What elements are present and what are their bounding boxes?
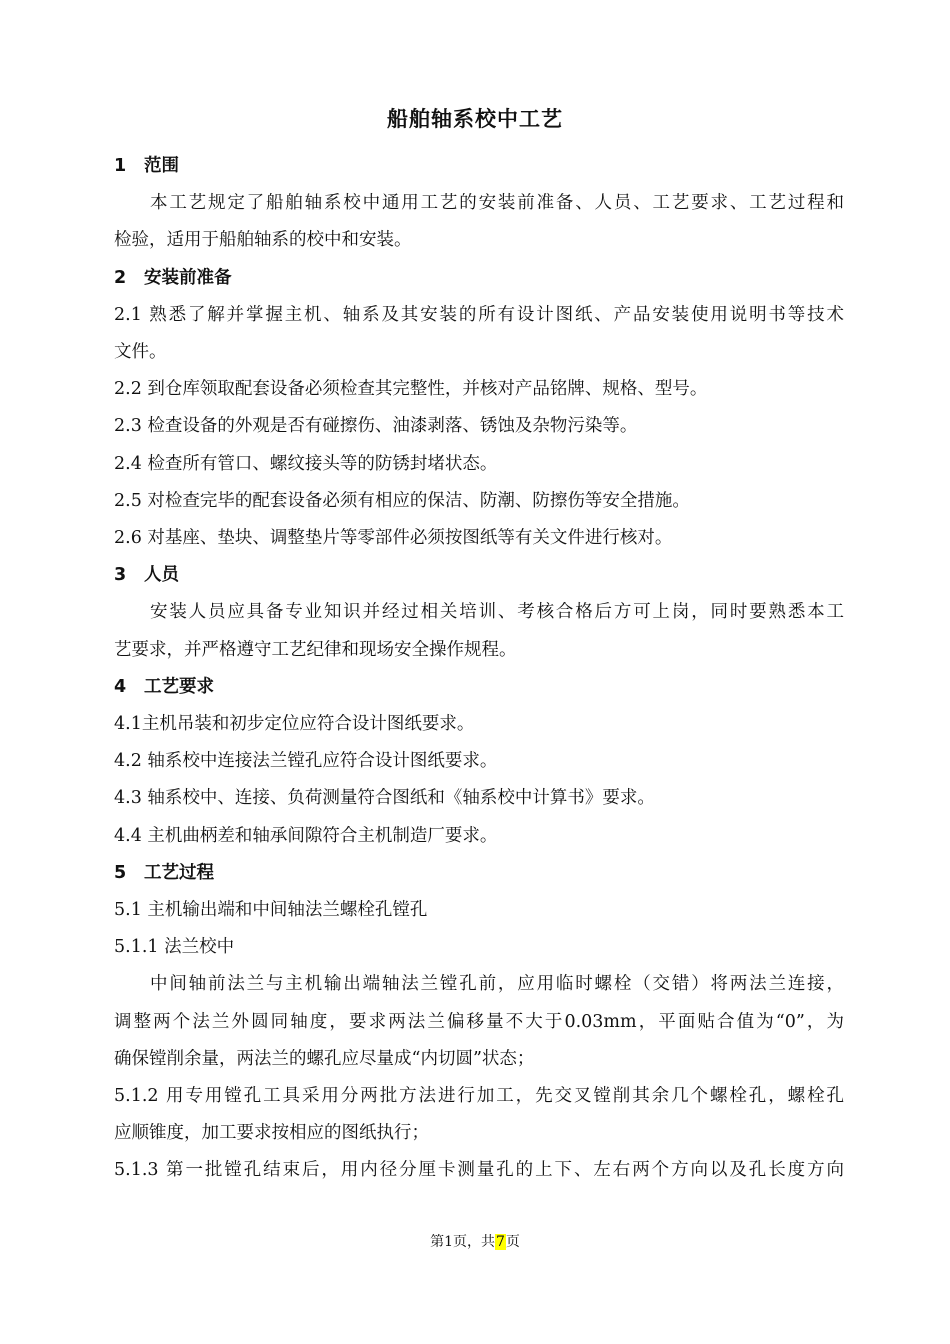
section-heading: [114, 562, 844, 588]
page-footer: [0, 1230, 950, 1254]
section-number: 5: [114, 862, 127, 883]
section-heading: [114, 860, 844, 886]
paragraph-line: 2.1 熟悉了解并掌握主机、轴系及其安装的所有设计图纸、产品安装使用说明书等技术: [114, 304, 844, 325]
paragraph-line: 中间轴前法兰与主机输出端轴法兰镗孔前，应用临时螺栓（交错）将两法兰连接，: [150, 974, 844, 995]
section-number: 4: [114, 676, 127, 697]
section-title: 安装前准备: [144, 267, 232, 288]
paragraph-line: 检验，适用于船舶轴系的校中和安装。: [114, 230, 412, 251]
paragraph-line: 2.6 对基座、垫块、调整垫片等零部件必须按图纸等有关文件进行核对。: [114, 528, 673, 548]
section-title: 工艺要求: [144, 676, 214, 697]
paragraph-line: 5.1.1 法兰校中: [114, 937, 235, 958]
footer-total-pages: 7: [496, 1234, 505, 1250]
paragraph-line: 4.1主机吊装和初步定位应符合设计图纸要求。: [114, 714, 475, 734]
section-title: 人员: [144, 565, 179, 586]
section-heading: [114, 674, 844, 700]
paragraph-line: 5.1.2 用专用镗孔工具采用分两批方法进行加工，先交叉镗削其余几个螺栓孔，螺栓孔: [114, 1086, 844, 1106]
paragraph-line: 4.3 轴系校中、连接、负荷测量符合图纸和《轴系校中计算书》要求。: [114, 788, 655, 809]
paragraph-line: 确保镗削余量，两法兰的螺孔应尽量成“内切圆”状态；: [114, 1048, 535, 1069]
paragraph-line: 本工艺规定了船舶轴系校中通用工艺的安装前准备、人员、工艺要求、工艺过程和: [150, 193, 844, 214]
paragraph-line: 2.3 检查设备的外观是否有碰擦伤、油漆剥落、锈蚀及杂物污染等。: [114, 416, 638, 437]
footer-prefix: 第1页，共: [430, 1234, 495, 1250]
paragraph-line: 调整两个法兰外圆同轴度，要求两法兰偏移量不大于0.03mm，平面贴合值为“0”，为: [114, 1011, 844, 1032]
section-heading: [114, 153, 844, 179]
paragraph-line: 2.2 到仓库领取配套设备必须检查其完整性，并核对产品铭牌、规格、型号。: [114, 379, 708, 400]
paragraph-line: 5.1 主机输出端和中间轴法兰螺栓孔镗孔: [114, 900, 428, 920]
section-number: 2: [114, 267, 127, 288]
paragraph-line: 2.5 对检查完毕的配套设备必须有相应的保洁、防潮、防擦伤等安全措施。: [114, 490, 690, 511]
paragraph-line: 4.4 主机曲柄差和轴承间隙符合主机制造厂要求。: [114, 825, 498, 846]
paragraph-line: 应顺锥度，加工要求按相应的图纸执行；: [114, 1123, 429, 1144]
section-title: 范围: [144, 156, 179, 176]
paragraph-line: 安装人员应具备专业知识并经过相关培训、考核合格后方可上岗，同时要熟悉本工: [150, 602, 844, 623]
paragraph-line: 2.4 检查所有管口、螺纹接头等的防锈封堵状态。: [114, 453, 498, 474]
section-title: 工艺过程: [144, 862, 214, 883]
paragraph-line: 艺要求，并严格遵守工艺纪律和现场安全操作规程。: [114, 639, 517, 660]
section-number: 1: [114, 156, 127, 176]
section-heading: [114, 265, 844, 291]
footer-suffix: 页: [505, 1234, 520, 1250]
paragraph-line: 4.2 轴系校中连接法兰镗孔应符合设计图纸要求。: [114, 751, 498, 772]
section-number: 3: [114, 565, 127, 586]
document-title: 船舶轴系校中工艺: [387, 107, 563, 131]
paragraph-line: 文件。: [114, 342, 167, 362]
paragraph-line: 5.1.3 第一批镗孔结束后，用内径分厘卡测量孔的上下、左右两个方向以及孔长度方向: [114, 1160, 844, 1181]
